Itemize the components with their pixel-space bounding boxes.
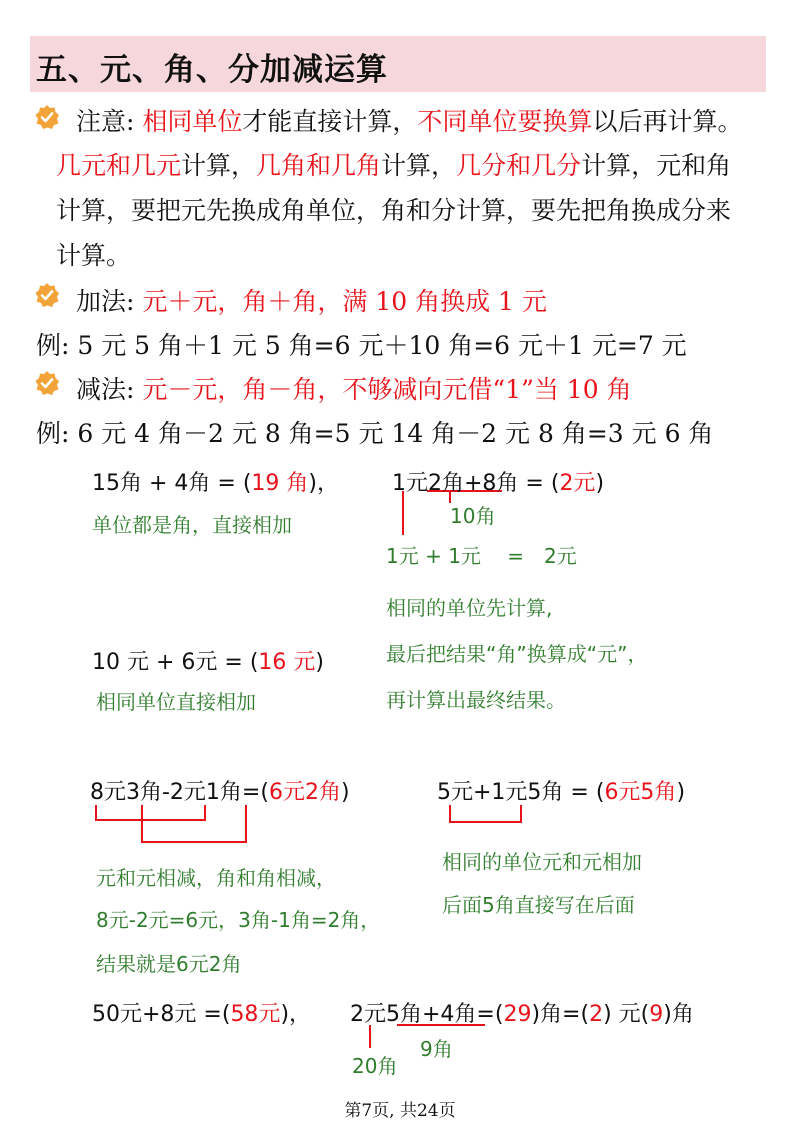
example-2-sum: 1元 + 1元 = 2元 (386, 544, 577, 568)
note-highlight: 不同单位要换算 (417, 107, 593, 136)
note-line-4: 计算。 (56, 241, 132, 270)
answer: 6元2角 (268, 780, 341, 805)
answer: 19 角 (251, 471, 309, 496)
sub-example: 例: 6 元 4 角－2 元 8 角=5 元 14 角－2 元 8 角=3 元 6 角 (36, 419, 714, 448)
example-2-subtotal: 10角 (450, 504, 496, 528)
sub-rule-text: 元－元，角－角，不够减向元借“1”当 10 角 (142, 375, 632, 404)
answer: 58元 (230, 1002, 281, 1027)
example-4-note-1: 元和元相减，角和角相减， (96, 866, 336, 890)
equation-text: )角 (663, 1002, 694, 1027)
note-text: 计算， (181, 151, 257, 180)
equation-text: 5元+1元5角 = ( (437, 780, 605, 805)
equation-text: ) 元( (603, 1002, 650, 1027)
example-2-equation (392, 466, 604, 497)
example-7-subtotal: 9角 (420, 1037, 453, 1061)
answer: 9 (649, 1002, 664, 1027)
equation-text: )， (308, 471, 340, 496)
note-text: 以后再计算。 (592, 107, 743, 136)
note-highlight: 几角和几角 (256, 151, 382, 180)
note-label: 注意: (76, 107, 135, 136)
page-footer: 第7页, 共24页 (344, 1101, 456, 1121)
add-rule-text: 元＋元，角＋角，满 10 角换成 1 元 (142, 287, 547, 316)
answer: 16 元 (258, 650, 316, 675)
example-4-note-2: 8元-2元=6元，3角-1角=2角， (96, 908, 381, 932)
bracket-line (96, 805, 205, 820)
note-highlight: 几元和几元 (56, 151, 182, 180)
example-5-note-1: 相同的单位元和元相加 (442, 850, 642, 874)
example-4-note-3: 结果就是6元2角 (96, 952, 242, 976)
example-3-equation (92, 645, 324, 676)
equation-text: 10 元 + 6元 = ( (92, 650, 259, 675)
example-5-equation (437, 775, 685, 806)
answer: 29 (503, 1002, 532, 1027)
example-2-note-2: 最后把结果“角”换算成“元”， (386, 642, 648, 666)
note-text: 计算，元和角 (581, 151, 732, 180)
answer: 2 (589, 1002, 604, 1027)
equation-text: 15角 + 4角 = ( (92, 471, 252, 496)
example-3-note: 相同单位直接相加 (96, 690, 256, 714)
example-1-equation (92, 466, 339, 497)
note-highlight: 相同单位 (142, 107, 243, 136)
equation-text: 50元+8元 =( (92, 1002, 231, 1027)
bracket-line (142, 805, 246, 842)
equation-text: 8元3角-2元1角=( (90, 780, 269, 805)
equation-text: 2元5角+4角=( (350, 1002, 504, 1027)
bracket-line (450, 805, 521, 822)
add-label: 加法: (76, 287, 135, 316)
note-text: 计算， (381, 151, 457, 180)
example-7-equation (350, 997, 694, 1028)
equation-text: 1元2角+8角 = ( (392, 471, 560, 496)
example-4-equation (90, 775, 350, 806)
note-highlight: 几分和几分 (456, 151, 582, 180)
example-2-note-1: 相同的单位先计算, (386, 596, 553, 620)
example-6-equation (92, 997, 311, 1028)
equation-text: ) (340, 780, 350, 805)
example-2-note-3: 再计算出最终结果。 (386, 688, 566, 712)
equation-text: ) (315, 650, 325, 675)
equation-text: ) (676, 780, 686, 805)
example-1-note: 单位都是角，直接相加 (92, 513, 292, 537)
example-5-note-2: 后面5角直接写在后面 (442, 893, 635, 917)
sub-label: 减法: (76, 375, 135, 404)
note-line-3: 计算，要把元先换成角单位，角和分计算，要先把角换成分来 (56, 196, 732, 225)
add-example: 例: 5 元 5 角＋1 元 5 角=6 元＋10 角=6 元＋1 元=7 元 (36, 331, 687, 360)
equation-text: )角=( (531, 1002, 590, 1027)
answer: 2元 (559, 471, 596, 496)
equation-text: ) (595, 471, 605, 496)
answer: 6元5角 (604, 780, 677, 805)
note-text: 才能直接计算， (242, 107, 418, 136)
equation-text: )， (280, 1002, 312, 1027)
page-title: 五、元、角、分加减运算 (36, 52, 388, 88)
example-7-conversion: 20角 (352, 1054, 398, 1078)
